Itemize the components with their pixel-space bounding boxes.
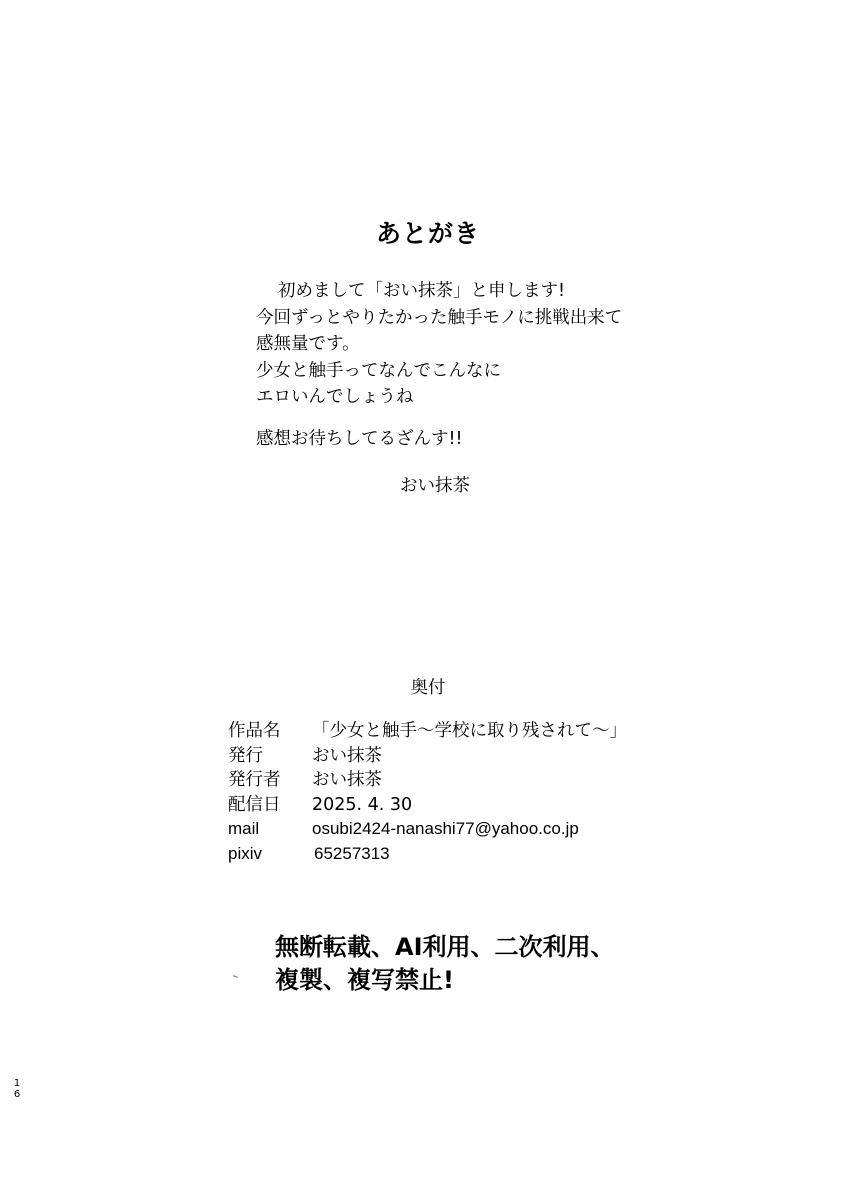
- colophon-value: おい抹茶: [312, 770, 382, 790]
- stray-mark: [233, 975, 238, 978]
- afterword-line: 感無量です。: [256, 334, 360, 354]
- colophon-key: 配信日: [228, 794, 281, 815]
- colophon-value: おい抹茶: [312, 745, 382, 766]
- afterword-line: エロいんでしょうね: [256, 387, 414, 407]
- copyright-notice: [275, 931, 655, 997]
- colophon-key: mail: [228, 819, 260, 838]
- colophon-pixiv-id: 65257313: [314, 843, 390, 863]
- afterword-thanks: 感想お待ちしてるざんす!!: [256, 429, 463, 449]
- afterword-line: 少女と触手ってなんでこんなに: [256, 360, 501, 381]
- page-number: [12, 1078, 22, 1100]
- afterword-line: 今回ずっとやりたかった触手モノに挑戦出来て: [256, 307, 623, 328]
- colophon-key: 発行者: [228, 770, 281, 790]
- page-number-digit: 1: [13, 1078, 21, 1089]
- page-number-digit: 6: [13, 1089, 21, 1100]
- notice-line: 複製、複写禁止!: [275, 966, 454, 994]
- afterword-body: [256, 278, 676, 411]
- colophon-value: 「少女と触手～学校に取り残されて～」: [312, 721, 627, 741]
- colophon-key: 作品名: [228, 721, 281, 741]
- colophon-value: 2025. 4. 30: [312, 794, 413, 815]
- colophon-title: 奥付: [410, 678, 446, 698]
- colophon-key: 発行: [228, 745, 263, 766]
- afterword-line: 初めまして「おい抹茶」と申します!: [278, 281, 566, 301]
- colophon-email: osubi2424-nanashi77@yahoo.co.jp: [312, 819, 579, 838]
- colophon-key: pixiv: [228, 843, 263, 863]
- notice-line: 無断転載、AI利用、二次利用、: [275, 933, 615, 961]
- author-signature: おい抹茶: [400, 476, 470, 496]
- afterword-title: あとがき: [375, 219, 480, 248]
